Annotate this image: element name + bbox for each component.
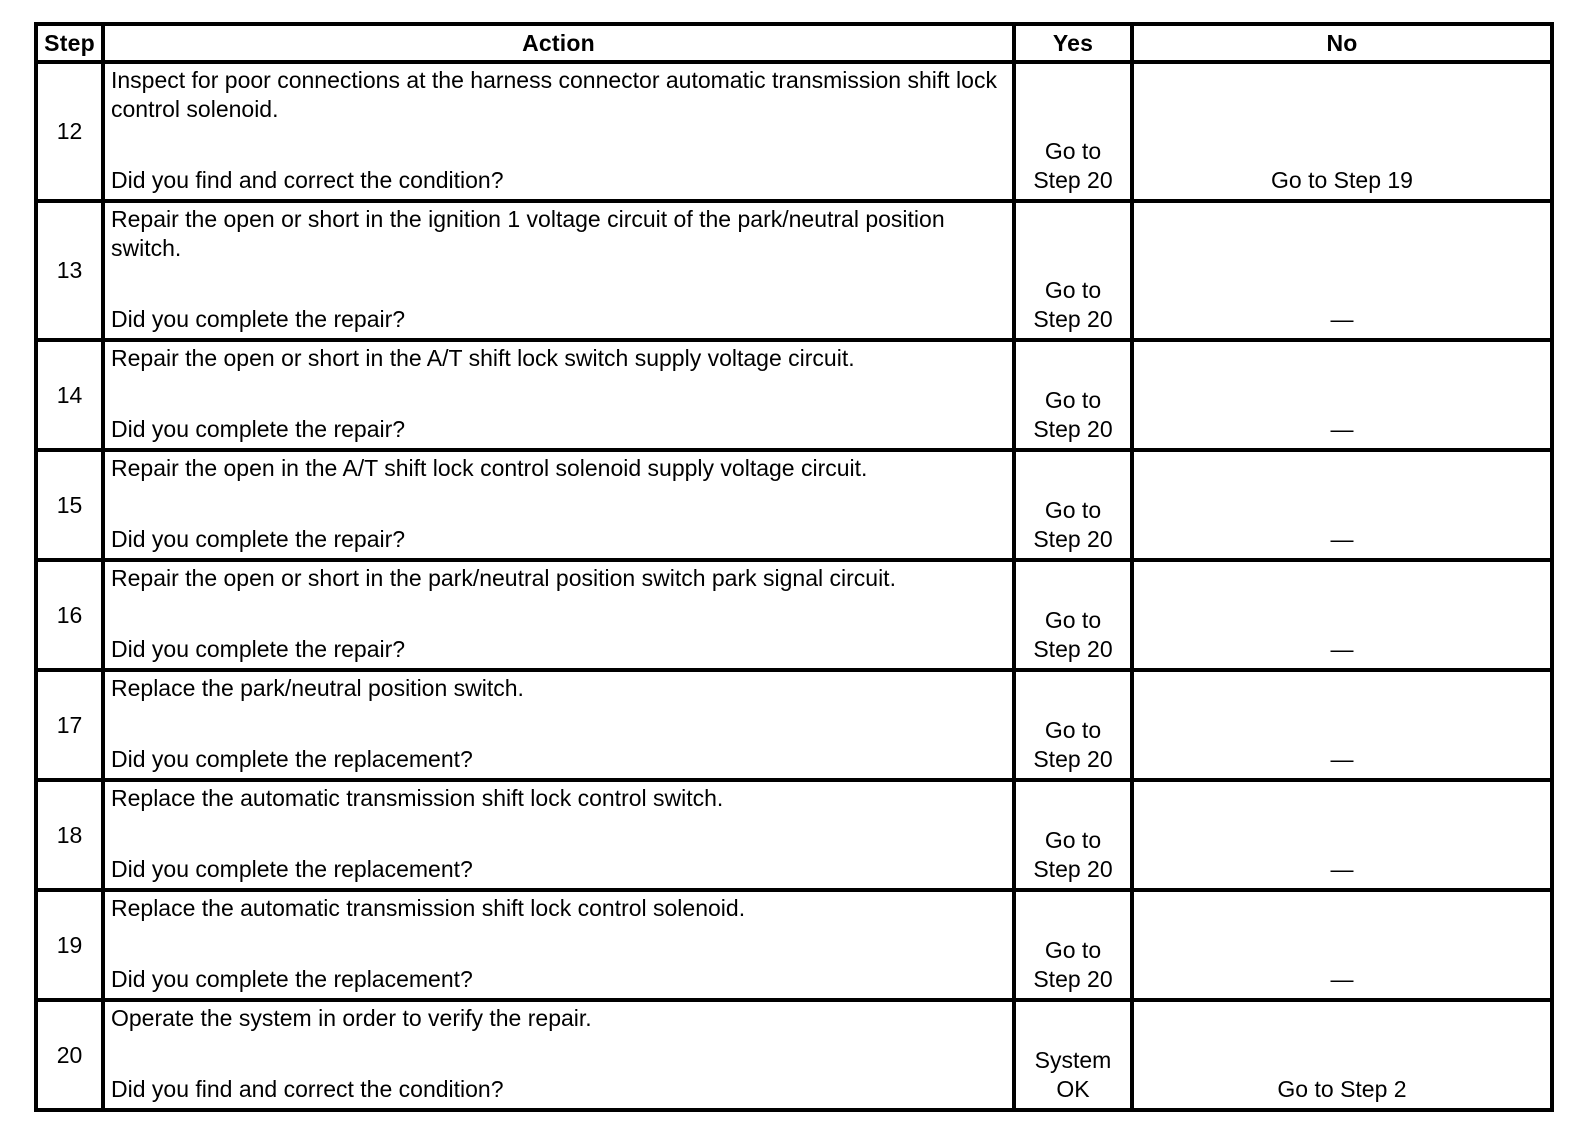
action-question: Did you complete the repair? [111, 306, 406, 332]
table-row [36, 450, 1552, 560]
step-number: 12 [36, 62, 103, 201]
action-question: Did you complete the repair? [111, 526, 406, 552]
table-row [36, 560, 1552, 670]
no-cell [1132, 62, 1552, 201]
header-no: No [1132, 24, 1552, 62]
action-instruction: Replace the automatic transmission shift lock control switch. [111, 785, 724, 811]
step-number: 15 [36, 450, 103, 560]
no-cell [1132, 201, 1552, 340]
yes-cell [1014, 670, 1132, 780]
yes-cell [1014, 201, 1132, 340]
action-instruction: Replace the automatic transmission shift lock control solenoid. [111, 895, 746, 921]
action-question: Did you complete the repair? [111, 416, 406, 442]
action-cell [103, 670, 1014, 780]
action-instruction: Operate the system in order to verify the repair. [111, 1005, 592, 1031]
action-question: Did you complete the replacement? [111, 746, 473, 772]
no-cell [1132, 670, 1552, 780]
action-cell [103, 201, 1014, 340]
yes-line-1: Go to [1044, 277, 1102, 303]
no-value: Go to Step 2 [1277, 1076, 1407, 1102]
yes-line-2: Step 20 [1033, 306, 1113, 332]
no-cell [1132, 450, 1552, 560]
action-question: Did you find and correct the condition? [111, 1076, 504, 1102]
step-number: 20 [36, 1000, 103, 1110]
yes-line-1: Go to [1044, 937, 1102, 963]
yes-cell [1014, 340, 1132, 450]
action-question: Did you find and correct the condition? [111, 167, 504, 193]
header-yes: Yes [1014, 24, 1132, 62]
yes-line-2: Step 20 [1033, 746, 1113, 772]
no-cell [1132, 340, 1552, 450]
action-cell [103, 450, 1014, 560]
step-number: 14 [36, 340, 103, 450]
yes-cell [1014, 450, 1132, 560]
yes-cell [1014, 62, 1132, 201]
step-number: 16 [36, 560, 103, 670]
header-step: Step [36, 24, 103, 62]
yes-cell [1014, 890, 1132, 1000]
no-value: — [1330, 306, 1354, 332]
table-row [36, 670, 1552, 780]
yes-cell [1014, 1000, 1132, 1110]
table-row [36, 1000, 1552, 1110]
yes-line-2: Step 20 [1033, 416, 1113, 442]
yes-line-2: Step 20 [1033, 636, 1113, 662]
yes-line-2: Step 20 [1033, 167, 1113, 193]
table-row [36, 62, 1552, 201]
yes-line-1: Go to [1044, 497, 1102, 523]
table-row [36, 340, 1552, 450]
header-action: Action [103, 24, 1014, 62]
action-instruction: Replace the park/neutral position switch. [111, 675, 524, 701]
action-question: Did you complete the repair? [111, 636, 406, 662]
yes-cell [1014, 780, 1132, 890]
no-value: — [1330, 636, 1354, 662]
action-cell [103, 62, 1014, 201]
no-cell [1132, 1000, 1552, 1110]
table-header-row [36, 24, 1552, 62]
action-cell [103, 560, 1014, 670]
step-number: 17 [36, 670, 103, 780]
yes-line-2: Step 20 [1033, 526, 1113, 552]
step-number: 18 [36, 780, 103, 890]
yes-line-1: System [1034, 1047, 1112, 1073]
yes-cell [1014, 560, 1132, 670]
no-cell [1132, 890, 1552, 1000]
step-number: 19 [36, 890, 103, 1000]
action-cell [103, 890, 1014, 1000]
yes-line-1: Go to [1044, 827, 1102, 853]
action-cell [103, 340, 1014, 450]
yes-line-2: Step 20 [1033, 856, 1113, 882]
no-value: Go to Step 19 [1271, 167, 1413, 193]
yes-line-1: Go to [1044, 717, 1102, 743]
yes-line-2: OK [1056, 1076, 1090, 1102]
no-value: — [1330, 746, 1354, 772]
action-instruction: Repair the open or short in the park/neutral position switch park signal circuit. [111, 565, 896, 591]
yes-line-1: Go to [1044, 138, 1102, 164]
no-value: — [1330, 526, 1354, 552]
yes-line-1: Go to [1044, 607, 1102, 633]
action-cell [103, 1000, 1014, 1110]
step-number: 13 [36, 201, 103, 340]
action-question: Did you complete the replacement? [111, 966, 473, 992]
action-instruction: Repair the open or short in the A/T shift lock switch supply voltage circuit. [111, 345, 855, 371]
no-value: — [1330, 416, 1354, 442]
no-value: — [1330, 966, 1354, 992]
action-question: Did you complete the replacement? [111, 856, 473, 882]
table-row [36, 201, 1552, 340]
action-instruction: Repair the open or short in the ignition 1 voltage circuit of the park/neutral position switch. [111, 206, 945, 261]
yes-line-1: Go to [1044, 387, 1102, 413]
diagnostic-table [34, 22, 1554, 1112]
action-cell [103, 780, 1014, 890]
table-row [36, 890, 1552, 1000]
no-value: — [1330, 856, 1354, 882]
action-instruction: Inspect for poor connections at the harness connector automatic transmission shift lock control solenoid. [111, 67, 997, 122]
no-cell [1132, 780, 1552, 890]
no-cell [1132, 560, 1552, 670]
yes-line-2: Step 20 [1033, 966, 1113, 992]
table-row [36, 780, 1552, 890]
action-instruction: Repair the open in the A/T shift lock control solenoid supply voltage circuit. [111, 455, 868, 481]
